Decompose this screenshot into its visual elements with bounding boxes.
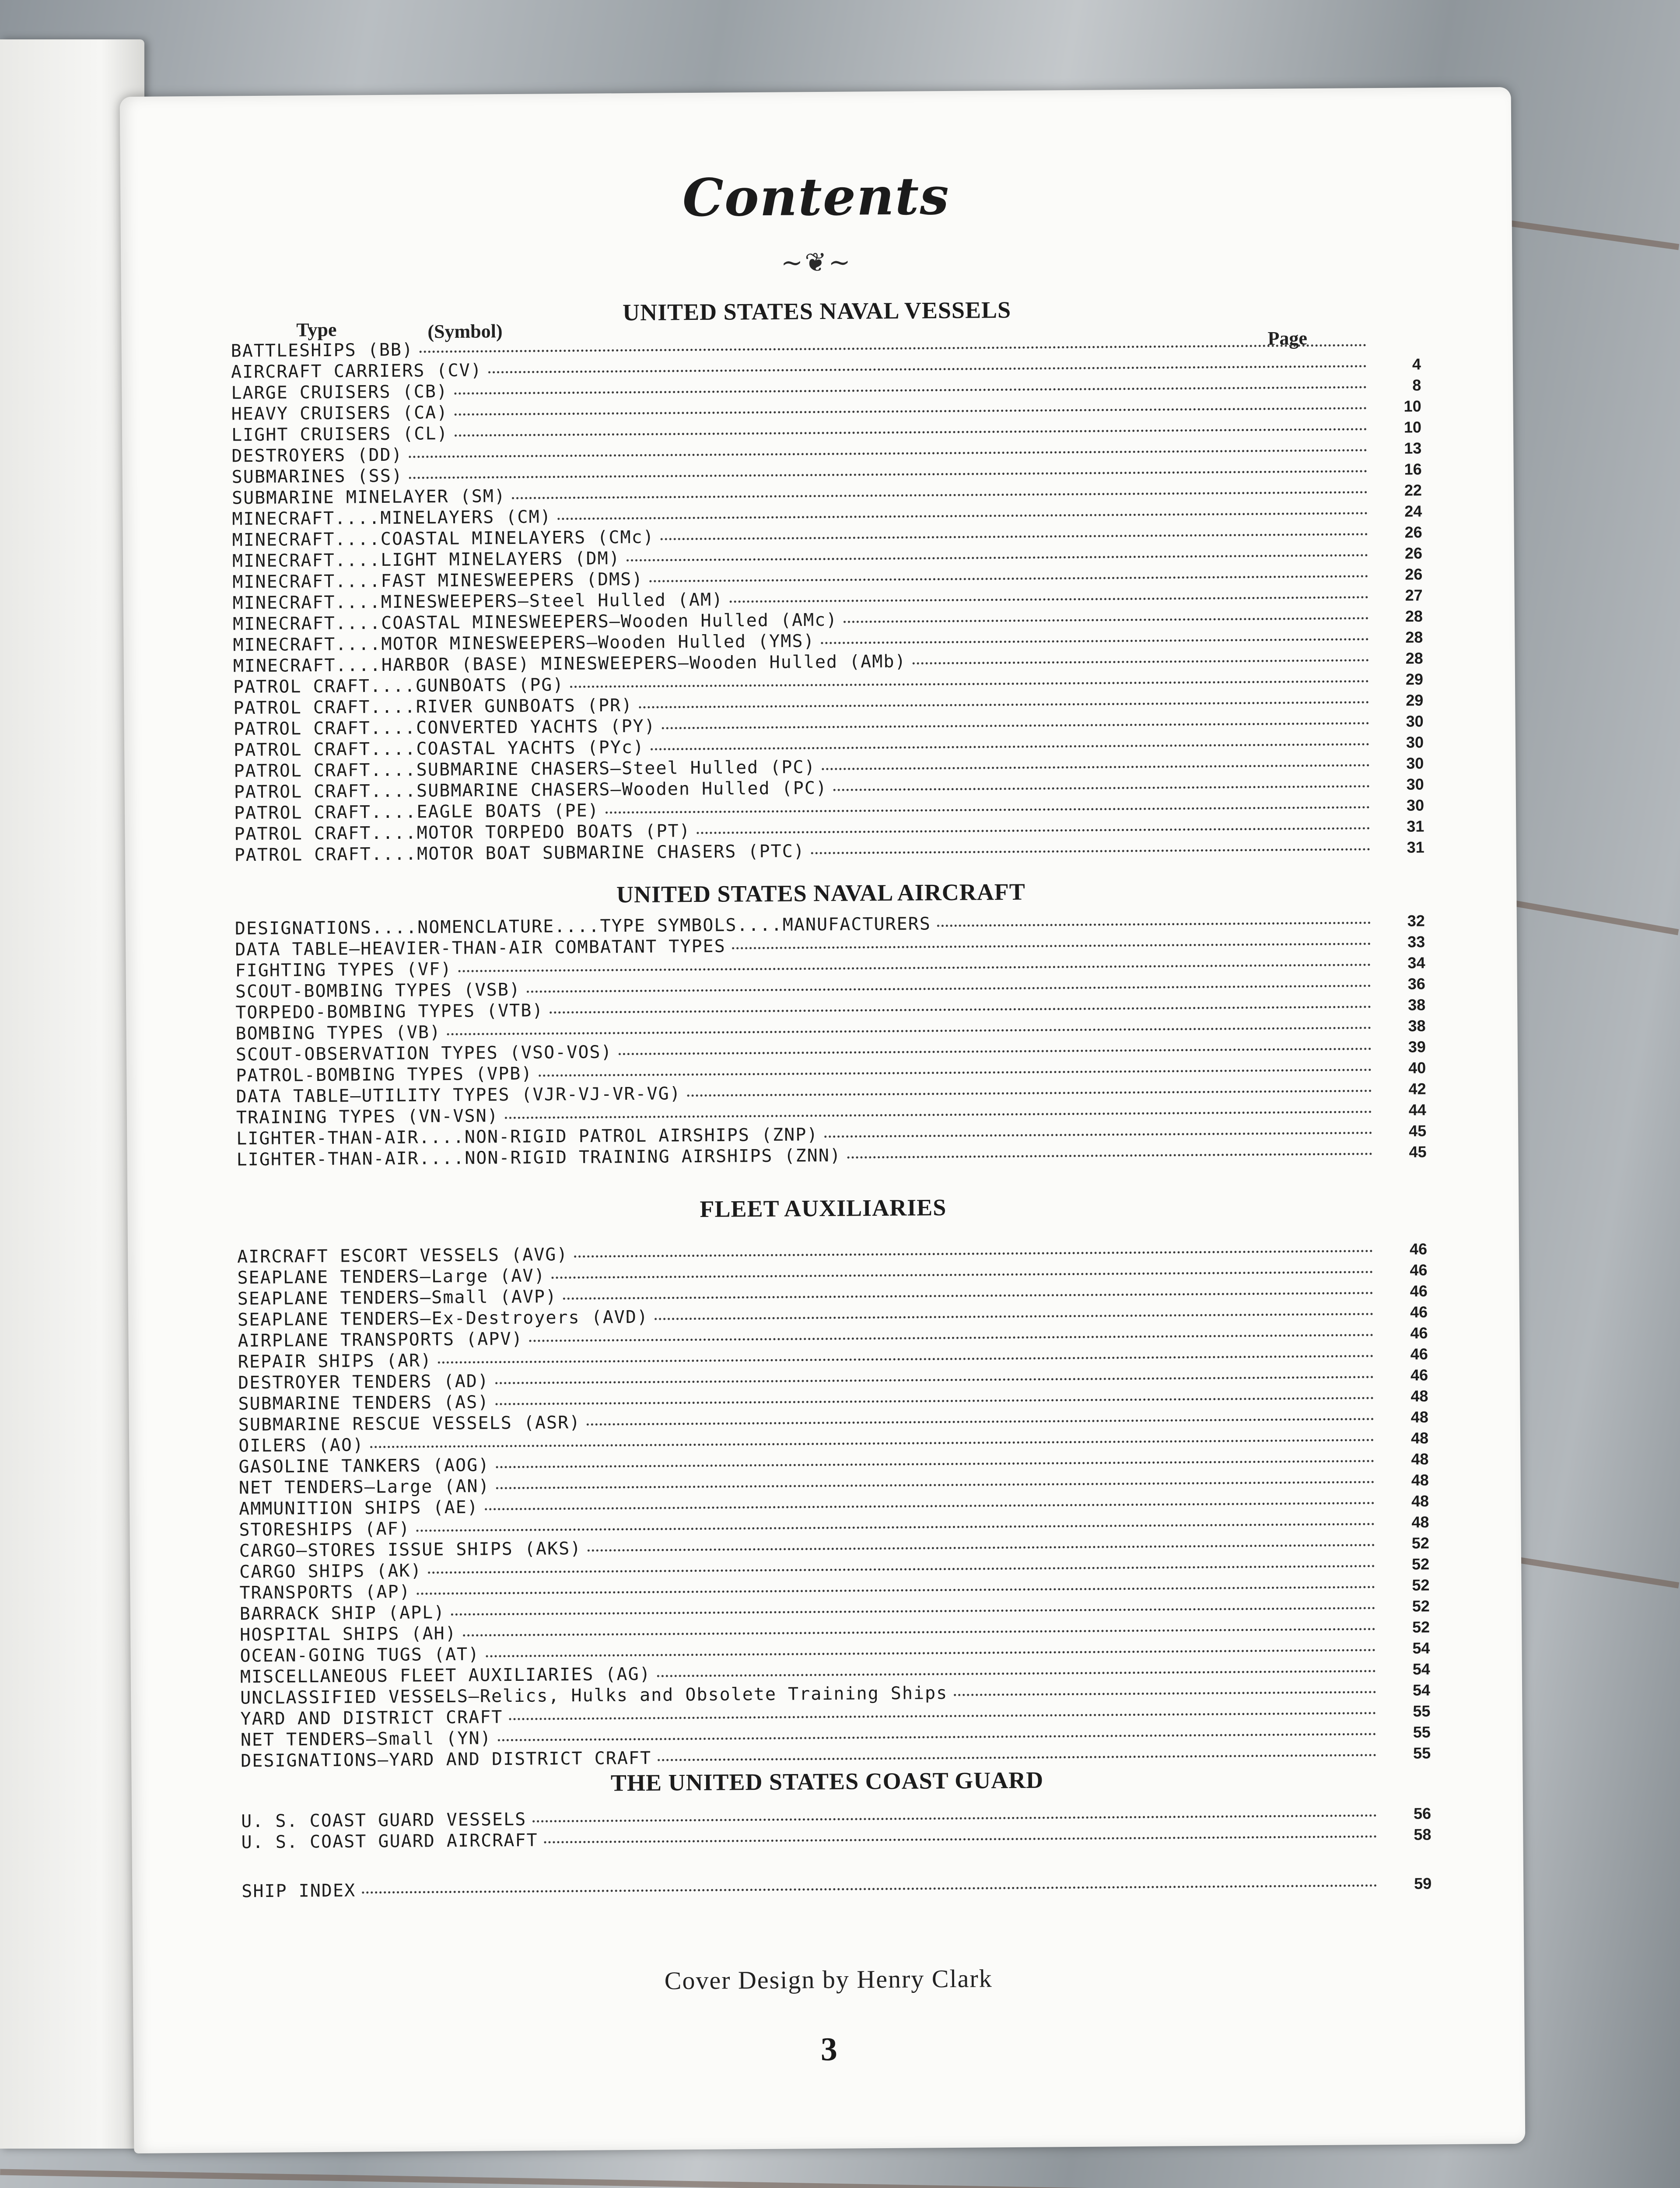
- toc-entry-label: PATROL CRAFT....EAGLE BOATS (PE): [234, 800, 599, 824]
- toc-entry-page: 40: [1408, 1059, 1426, 1077]
- dot-leader: [588, 1544, 1375, 1552]
- toc-section-fleet-auxiliaries: [237, 1238, 1431, 1772]
- toc-entry-label: PATROL CRAFT....CONVERTED YACHTS (PY): [233, 716, 656, 740]
- toc-entry-label: AIRCRAFT ESCORT VESSELS (AVG): [237, 1245, 568, 1267]
- dot-leader: [619, 1048, 1372, 1055]
- toc-entry-page: 8: [1412, 376, 1421, 394]
- toc-entry-label: SUBMARINE RESCUE VESSELS (ASR): [238, 1412, 581, 1435]
- wood-board-seam: [0, 2169, 1680, 2188]
- toc-entry-page: 10: [1404, 418, 1422, 436]
- column-header-type: Type: [296, 319, 337, 341]
- cover-design-credit: Cover Design by Henry Clark: [664, 1964, 993, 1995]
- toc-entry-label: DESTROYERS (DD): [231, 445, 403, 466]
- toc-entry-page: 33: [1407, 933, 1425, 951]
- section-heading-fleet-auxiliaries: FLEET AUXILIARIES: [700, 1194, 947, 1222]
- toc-entry-label: SCOUT-OBSERVATION TYPES (VSO-VOS): [235, 1042, 612, 1065]
- dot-leader: [606, 806, 1370, 813]
- toc-entry-label: MINECRAFT....MOTOR MINESWEEPERS—Wooden Hulled (YMS): [233, 631, 815, 656]
- dot-leader: [844, 617, 1368, 623]
- dot-leader: [626, 554, 1368, 561]
- dot-leader: [811, 848, 1370, 854]
- contents-page: [120, 87, 1526, 2153]
- toc-entry-page: 26: [1404, 523, 1422, 541]
- dot-leader: [485, 1502, 1375, 1510]
- toc-entry-page: 48: [1411, 1471, 1429, 1489]
- dot-leader: [447, 1027, 1371, 1035]
- dot-leader: [505, 1111, 1372, 1119]
- toc-entry-page: 46: [1409, 1240, 1428, 1258]
- dot-leader: [539, 1069, 1372, 1076]
- toc-entry-page: 54: [1412, 1660, 1430, 1678]
- section-heading-coast-guard: THE UNITED STATES COAST GUARD: [610, 1767, 1044, 1796]
- toc-section-coast-guard: [241, 1803, 1432, 1853]
- dot-leader: [687, 1090, 1372, 1097]
- dot-leader: [409, 470, 1368, 479]
- toc-entry-label: LIGHTER-THAN-AIR....NON-RIGID PATROL AIRSHIPS (ZNP): [236, 1125, 819, 1149]
- toc-entry-page: 48: [1410, 1408, 1428, 1426]
- toc-entry-page: 28: [1405, 649, 1423, 667]
- dot-leader: [570, 680, 1369, 688]
- toc-entry-page: 44: [1408, 1101, 1427, 1119]
- dot-leader: [658, 1754, 1376, 1761]
- section-heading-naval-aircraft: UNITED STATES NAVAL AIRCRAFT: [616, 878, 1026, 908]
- toc-entry-label: DATA TABLE—HEAVIER-THAN-AIR COMBATANT TYPES: [235, 936, 726, 960]
- dot-leader: [847, 1153, 1372, 1158]
- page-number: 3: [820, 2030, 838, 2068]
- toc-entry-label: NET TENDERS—Small (YN): [240, 1728, 492, 1750]
- toc-entry-label: TORPEDO-BOMBING TYPES (VTB): [235, 1000, 544, 1023]
- toc-entry-label: AIRPLANE TRANSPORTS (APV): [238, 1329, 523, 1351]
- toc-entry-page: 30: [1406, 733, 1424, 751]
- toc-entry-label: UNCLASSIFIED VESSELS—Relics, Hulks and Obsolete Training Ships: [240, 1683, 948, 1708]
- toc-entry-page: 30: [1406, 712, 1424, 730]
- dot-leader: [544, 1835, 1377, 1843]
- dot-leader: [496, 1481, 1375, 1489]
- page-title: Contents: [682, 165, 950, 228]
- toc-entry-page: 46: [1410, 1282, 1428, 1300]
- toc-entry-page: 30: [1406, 775, 1424, 793]
- dot-leader: [454, 407, 1367, 416]
- toc-entry-label: BATTLESHIPS (BB): [231, 340, 414, 361]
- dot-leader: [649, 575, 1368, 582]
- dot-leader: [527, 985, 1371, 992]
- flourish-ornament: ~❦~: [780, 247, 852, 278]
- toc-entry-label: PATROL CRAFT....MOTOR TORPEDO BOATS (PT): [234, 821, 691, 845]
- toc-entry-page: 34: [1407, 954, 1425, 972]
- dot-leader: [495, 1376, 1374, 1384]
- toc-entry-label: PATROL CRAFT....RIVER GUNBOATS (PR): [233, 695, 633, 719]
- dot-leader: [954, 1691, 1376, 1696]
- dot-leader: [529, 1334, 1374, 1342]
- toc-entry-label: MINECRAFT....COASTAL MINESWEEPERS—Wooden Hulled (AMc): [232, 610, 838, 635]
- toc-entry-page: 46: [1410, 1303, 1428, 1321]
- toc-entry-page: 22: [1404, 481, 1422, 499]
- dot-leader: [821, 638, 1369, 644]
- toc-entry-page: 52: [1412, 1576, 1430, 1594]
- toc-entry-label: SEAPLANE TENDERS—Small (AVP): [237, 1287, 557, 1309]
- toc-entry-label: MINECRAFT....COASTAL MINELAYERS (CMc): [232, 527, 654, 551]
- toc-entry-label: SEAPLANE TENDERS—Large (AV): [237, 1266, 546, 1288]
- toc-entry-page: 48: [1411, 1513, 1429, 1531]
- toc-entry-label: MINECRAFT....HARBOR (BASE) MINESWEEPERS—Wooden Hulled (AMb): [233, 651, 906, 677]
- dot-leader: [661, 533, 1368, 540]
- dot-leader: [458, 964, 1371, 972]
- dot-leader: [651, 743, 1369, 750]
- toc-entry-page: 42: [1408, 1080, 1426, 1098]
- toc-entry-page: 48: [1411, 1492, 1429, 1510]
- dot-leader: [509, 1712, 1376, 1720]
- toc-entry-page: 55: [1413, 1723, 1431, 1741]
- toc-section-naval-vessels: [231, 333, 1424, 866]
- toc-entry-page: 28: [1405, 628, 1423, 646]
- toc-entry-page: 52: [1411, 1534, 1429, 1552]
- dot-leader: [729, 596, 1368, 603]
- toc-entry-label: YARD AND DISTRICT CRAFT: [240, 1707, 503, 1729]
- toc-entry-page: 48: [1410, 1387, 1428, 1405]
- toc-entry-label: FIGHTING TYPES (VF): [235, 959, 452, 981]
- dot-leader: [496, 1460, 1374, 1468]
- toc-entry-label: DATA TABLE—UTILITY TYPES (VJR-VJ-VR-VG): [236, 1083, 681, 1107]
- toc-entry-page: 36: [1407, 975, 1425, 993]
- toc-entry-label: LIGHTER-THAN-AIR....NON-RIGID TRAINING AIRSHIPS (ZNN): [236, 1145, 842, 1170]
- toc-entry-label: PATROL CRAFT....COASTAL YACHTS (PYc): [233, 737, 645, 761]
- toc-entry-label: MINECRAFT....FAST MINESWEEPERS (DMS): [232, 569, 644, 593]
- toc-entry-label: MINECRAFT....LIGHT MINELAYERS (DM): [232, 548, 620, 572]
- dot-leader: [532, 1814, 1377, 1822]
- dot-leader: [498, 1733, 1376, 1741]
- toc-entry-label: MISCELLANEOUS FLEET AUXILIARIES (AG): [240, 1664, 651, 1687]
- toc-entry-page: 52: [1411, 1555, 1430, 1573]
- dot-leader: [438, 1355, 1374, 1364]
- dot-leader: [732, 943, 1371, 949]
- dot-leader: [420, 344, 1367, 353]
- dot-leader: [657, 1670, 1376, 1677]
- dot-leader: [455, 428, 1367, 437]
- section-heading-naval-vessels: UNITED STATES NAVAL VESSELS: [622, 296, 1012, 326]
- toc-entry-label: SHIP INDEX: [242, 1880, 356, 1902]
- dot-leader: [558, 512, 1368, 520]
- toc-entry-page: 4: [1412, 355, 1421, 373]
- toc-entry-ship-index[interactable]: [242, 1873, 1432, 1902]
- toc-entry-page: 26: [1405, 565, 1423, 583]
- toc-entry-page: 29: [1405, 670, 1424, 688]
- toc-entry-page: 32: [1407, 912, 1425, 930]
- toc-entry-label: MINECRAFT....MINESWEEPERS—Steel Hulled (AM): [232, 589, 724, 614]
- toc-entry-label: SUBMARINES (SS): [231, 466, 403, 487]
- toc-entry-label: HOSPITAL SHIPS (AH): [240, 1623, 457, 1645]
- dot-leader: [416, 1523, 1375, 1532]
- toc-entry-label: PATROL-BOMBING TYPES (VPB): [236, 1063, 533, 1086]
- toc-entry-page: 31: [1407, 817, 1424, 835]
- toc-entry-label: U. S. COAST GUARD VESSELS: [241, 1809, 527, 1832]
- toc-entry-page: 29: [1406, 691, 1424, 709]
- toc-entry-page: 16: [1404, 460, 1422, 478]
- toc-entry-page: 38: [1408, 1017, 1426, 1035]
- dot-leader: [833, 785, 1370, 791]
- toc-entry-label: PATROL CRAFT....MOTOR BOAT SUBMARINE CHASERS (PTC): [234, 841, 805, 866]
- dot-leader: [486, 1649, 1376, 1657]
- dot-leader: [654, 1313, 1373, 1320]
- toc-entry-page: 52: [1412, 1618, 1430, 1636]
- column-header-symbol: (Symbol): [427, 320, 503, 343]
- toc-entry-page: 45: [1409, 1122, 1427, 1140]
- toc-entry-page: 54: [1412, 1639, 1430, 1657]
- toc-entry-page: 10: [1404, 397, 1421, 415]
- toc-entry-page: 58: [1414, 1825, 1432, 1844]
- toc-entry-label: SCOUT-BOMBING TYPES (VSB): [235, 979, 521, 1002]
- toc-entry-page: 52: [1412, 1597, 1430, 1615]
- dot-leader: [639, 701, 1369, 708]
- dot-leader: [488, 365, 1367, 373]
- toc-entry-page: 46: [1410, 1366, 1428, 1384]
- toc-entry-label: LARGE CRUISERS (CB): [231, 381, 448, 403]
- dot-leader: [409, 449, 1368, 458]
- dot-leader: [563, 1292, 1373, 1300]
- dot-leader: [454, 386, 1367, 395]
- dot-leader: [822, 764, 1370, 770]
- dot-leader: [451, 1607, 1375, 1616]
- toc-entry-page: 46: [1410, 1345, 1428, 1363]
- toc-entry-page: 56: [1413, 1804, 1432, 1823]
- toc-entry-page: 48: [1411, 1450, 1429, 1468]
- toc-entry-label: SUBMARINE TENDERS (AS): [238, 1392, 490, 1414]
- dot-leader: [552, 1271, 1373, 1279]
- toc-entry-page: 13: [1404, 439, 1422, 457]
- toc-entry-page: 38: [1408, 996, 1426, 1014]
- dot-leader: [697, 827, 1370, 834]
- toc-section-naval-aircraft: [235, 910, 1427, 1171]
- toc-entry-label: GASOLINE TANKERS (AOG): [238, 1455, 490, 1477]
- toc-entry-label: LIGHT CRUISERS (CL): [231, 423, 448, 445]
- toc-entry-page: 28: [1405, 607, 1423, 625]
- dot-leader: [913, 659, 1369, 664]
- dot-leader: [370, 1439, 1374, 1448]
- toc-entry-label: PATROL CRAFT....GUNBOATS (PG): [233, 675, 564, 698]
- toc-entry-page: 45: [1409, 1143, 1427, 1161]
- column-header-page: Page: [1267, 327, 1308, 349]
- dot-leader: [937, 922, 1371, 927]
- toc-entry-label: PATROL CRAFT....SUBMARINE CHASERS—Wooden Hulled (PC): [234, 778, 828, 803]
- toc-entry-page: 39: [1408, 1038, 1426, 1056]
- toc-entry-page: 30: [1406, 754, 1424, 772]
- dot-leader: [362, 1884, 1377, 1893]
- toc-entry-page: 46: [1410, 1261, 1428, 1279]
- toc-entry-label: CARGO—STORES ISSUE SHIPS (AKS): [239, 1538, 582, 1561]
- toc-entry-label: REPAIR SHIPS (AR): [238, 1350, 432, 1372]
- toc-entry-page: 30: [1406, 796, 1424, 814]
- dot-leader: [417, 1586, 1376, 1595]
- toc-entry-page: 59: [1414, 1874, 1432, 1893]
- toc-entry-label: SEAPLANE TENDERS—Ex-Destroyers (AVD): [237, 1307, 649, 1330]
- dot-leader: [512, 491, 1368, 499]
- toc-entry-page: 55: [1413, 1744, 1431, 1762]
- dot-leader: [824, 1132, 1372, 1138]
- dot-leader: [574, 1250, 1373, 1258]
- toc-entry-label: NET TENDERS—Large (AN): [238, 1476, 490, 1498]
- toc-entry-label: STORESHIPS (AF): [239, 1518, 410, 1540]
- toc-entry-page: 24: [1404, 502, 1422, 520]
- toc-entry-page: [1373, 348, 1421, 349]
- toc-entry-label: U. S. COAST GUARD AIRCRAFT: [241, 1830, 538, 1853]
- toc-entry-label: SUBMARINE MINELAYER (SM): [231, 486, 506, 508]
- toc-entry-label: PATROL CRAFT....SUBMARINE CHASERS—Steel Hulled (PC): [234, 757, 816, 782]
- toc-ship-index: [242, 1873, 1432, 1902]
- toc-entry-label: AIRCRAFT CARRIERS (CV): [231, 360, 482, 382]
- toc-entry-label: DESIGNATIONS....NOMENCLATURE....TYPE SYMBOLS....MANUFACTURERS: [234, 914, 931, 939]
- toc-entry-page: 46: [1410, 1324, 1428, 1342]
- toc-entry-label: TRANSPORTS (AP): [239, 1581, 411, 1603]
- toc-entry-label: BOMBING TYPES (VB): [235, 1022, 441, 1044]
- dot-leader: [428, 1565, 1375, 1574]
- toc-entry-page: 54: [1412, 1681, 1431, 1699]
- toc-entry-label: DESIGNATIONS—YARD AND DISTRICT CRAFT: [241, 1748, 652, 1771]
- toc-entry-label: OCEAN-GOING TUGS (AT): [240, 1644, 480, 1666]
- toc-entry-label: HEAVY CRUISERS (CA): [231, 402, 448, 424]
- toc-entry-label: BARRACK SHIP (APL): [239, 1602, 445, 1624]
- toc-entry-page: 27: [1405, 586, 1423, 604]
- dot-leader: [662, 722, 1369, 729]
- dot-leader: [587, 1418, 1374, 1426]
- toc-entry-label: OILERS (AO): [238, 1435, 364, 1456]
- dot-leader: [463, 1628, 1376, 1637]
- toc-entry-page: 48: [1410, 1429, 1429, 1447]
- toc-entry-page: 55: [1413, 1702, 1431, 1720]
- dot-leader: [550, 1006, 1371, 1013]
- dot-leader: [495, 1397, 1374, 1405]
- toc-entry-label: TRAINING TYPES (VN-VSN): [236, 1106, 499, 1128]
- toc-entry-page: 31: [1407, 838, 1424, 856]
- toc-entry-page: 26: [1404, 544, 1423, 562]
- toc-entry-label: MINECRAFT....MINELAYERS (CM): [232, 507, 552, 529]
- toc-entry-label: DESTROYER TENDERS (AD): [238, 1371, 490, 1393]
- toc-entry-label: CARGO SHIPS (AK): [239, 1560, 422, 1582]
- toc-entry-label: AMMUNITION SHIPS (AE): [239, 1497, 479, 1519]
